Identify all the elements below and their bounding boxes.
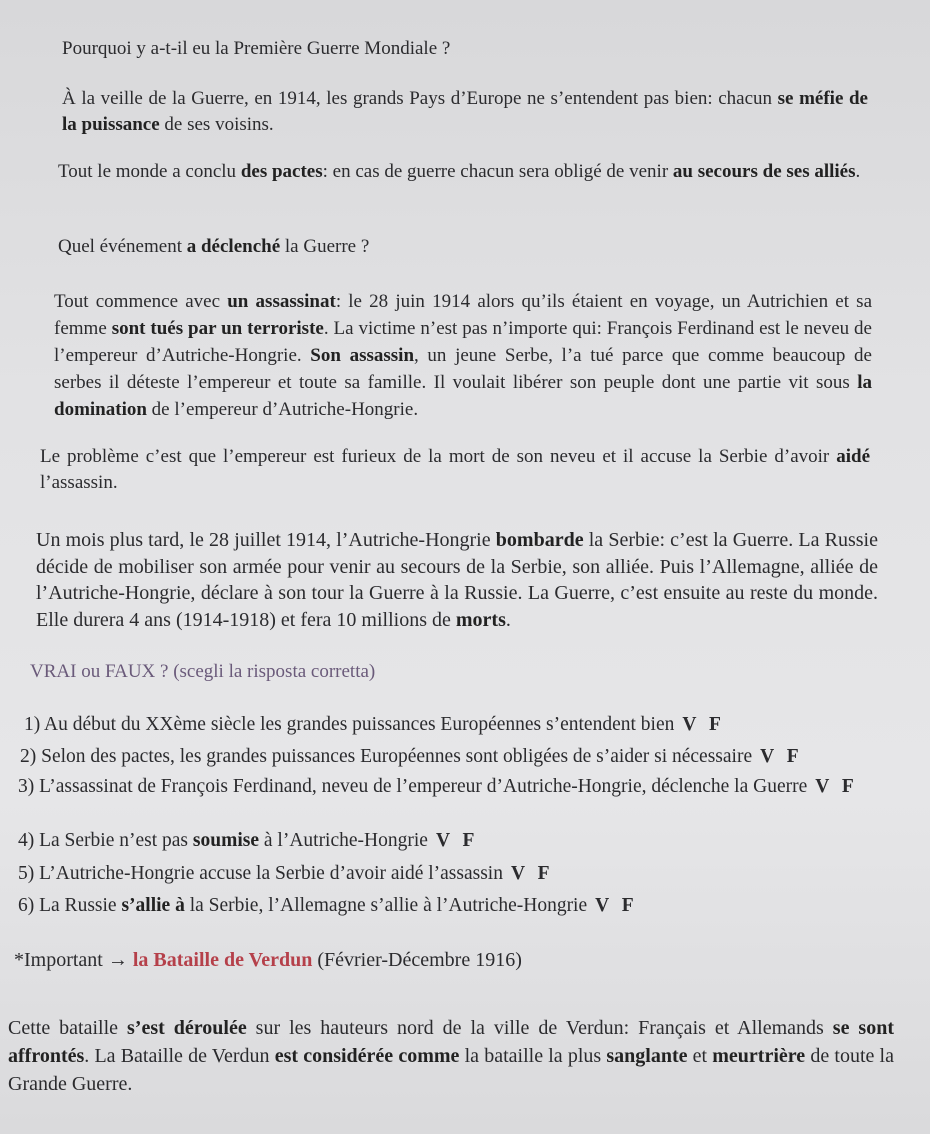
text: Cette bataille (8, 1017, 128, 1039)
text: . (855, 161, 861, 182)
vf-title-text: VRAI ou FAUX ? (scegli la risposta corretta) (30, 661, 376, 682)
text: , un jeune Serbe, l’a tué parce que comme beaucoup de serbes il déteste l’empereur et toute sa famille. Il voulait libérer son peuple dont une partie vit sous (54, 345, 872, 393)
bold-text: se sont affrontés (8, 1017, 894, 1067)
vf-options[interactable]: V F (510, 863, 554, 884)
text: de toute la Grande Guerre. (8, 1045, 894, 1095)
vf-title (30, 659, 830, 685)
bold-text: se méfie de la puissance (62, 88, 868, 135)
important-heading (14, 948, 874, 973)
vf-options[interactable]: V F (435, 830, 479, 851)
text: . La victime n’est pas n’importe qui: François Ferdinand est le neveu de l’empereur d’Autriche-Hongrie. (54, 318, 872, 366)
paragraph-guerre (36, 527, 878, 633)
text: . La Bataille de Verdun (84, 1045, 275, 1067)
question-text: 2) Selon des pactes, les grandes puissances Européennes sont obligées de s’aider si nécessaire (20, 746, 753, 767)
text: la bataille la plus (459, 1045, 607, 1067)
text: de ses voisins. (159, 113, 274, 135)
bold-text: un assassinat (227, 291, 336, 312)
text: Le problème c’est que l’empereur est furieux de la mort de son neveu et il accuse la Serbie d’avoir (40, 446, 837, 467)
text: (Février-Décembre 1916) (312, 949, 522, 971)
bold-text: bombarde (495, 529, 584, 551)
vf-options[interactable]: V F (595, 895, 638, 916)
question-text: à l’Autriche-Hongrie (259, 830, 428, 851)
paragraph-probleme (40, 444, 870, 496)
bold-text: la domination (54, 372, 872, 420)
bold-text: s’est déroulée (127, 1017, 247, 1039)
highlight-text: la Bataille de Verdun (132, 949, 313, 971)
text: la Serbie: c’est la Guerre. La Russie décide de mobiliser son armée pour venir au secours de la Serbie, son alliée. Puis l’Allemagne, alliée de l’Autriche-Hongrie, déclare à son tour la Guerre à la Russie. La Guerre, c’est ensuite au reste du monde. Elle durera 4 ans (1914-1918) et fera 10 millions de (36, 529, 878, 631)
text: sur les hauteurs nord de la ville de Verdun: Français et Allemands (246, 1017, 833, 1039)
vf-question-3 (18, 774, 884, 799)
bold-text: soumise (192, 830, 259, 851)
question-evenement (58, 234, 878, 260)
bold-text: morts (455, 608, 506, 631)
question-text: 5) L’Autriche-Hongrie accuse la Serbie d’avoir aidé l’assassin (18, 863, 503, 884)
question-text: 6) La Russie (18, 895, 122, 916)
text: . (505, 608, 511, 631)
bold-text: au secours de ses alliés (672, 161, 856, 182)
question-text: 1) Au début du XXème siècle les grandes puissances Européennes s’entendent bien (24, 714, 675, 735)
text: : en cas de guerre chacun sera obligé de venir (322, 161, 673, 182)
text: Tout commence avec (54, 291, 228, 312)
vf-options[interactable]: V F (815, 776, 858, 797)
paragraph-assassinat (54, 288, 872, 423)
text: et (687, 1045, 713, 1067)
text: la Guerre ? (280, 236, 370, 257)
bold-text: aidé (836, 446, 870, 467)
vf-options[interactable]: V F (760, 746, 803, 767)
bold-text: sanglante (606, 1045, 688, 1067)
question-text: 3) L’assassinat de François Ferdinand, neveu de l’empereur d’Autriche-Hongrie, déclenche la Guerre (18, 776, 808, 797)
text: À la veille de la Guerre, en 1914, les grands Pays d’Europe ne s’entendent pas bien: chacun (62, 88, 778, 109)
vf-question-1 (24, 712, 884, 737)
bold-text: a déclenché (186, 236, 281, 257)
bold-text: est considérée comme (274, 1045, 460, 1067)
vf-options[interactable]: V F (682, 714, 725, 735)
vf-question-5 (18, 861, 878, 886)
text: Quel événement (58, 236, 187, 257)
bold-text: des pactes (240, 161, 323, 182)
bold-text: s’allie à (121, 895, 185, 916)
bold-text: meurtrière (712, 1045, 806, 1067)
paragraph-verdun (8, 1014, 894, 1098)
vf-question-2 (20, 744, 900, 769)
paragraph-intro (62, 86, 868, 137)
text: Tout le monde a conclu (58, 161, 241, 182)
paragraph-pactes (58, 159, 870, 185)
vf-question-4 (18, 828, 878, 853)
question-text: 4) La Serbie n’est pas (18, 830, 193, 851)
bold-text: sont tués par un terroriste (111, 318, 324, 339)
text: *Important → (14, 949, 133, 971)
text: Un mois plus tard, le 28 juillet 1914, l’Autriche-Hongrie (36, 529, 496, 551)
text: l’assassin. (40, 472, 118, 493)
bold-text: Son assassin (310, 345, 415, 366)
text: de l’empereur d’Autriche-Hongrie. (146, 399, 419, 420)
question-text: la Serbie, l’Allemagne s’allie à l’Autriche-Hongrie (184, 895, 588, 916)
text: : le 28 juin 1914 alors qu’ils étaient en voyage, un Autrichien et sa femme (54, 291, 872, 339)
document-title (62, 36, 882, 62)
title-text: Pourquoi y a-t-il eu la Première Guerre Mondiale ? (62, 38, 451, 59)
vf-question-6 (18, 893, 878, 918)
